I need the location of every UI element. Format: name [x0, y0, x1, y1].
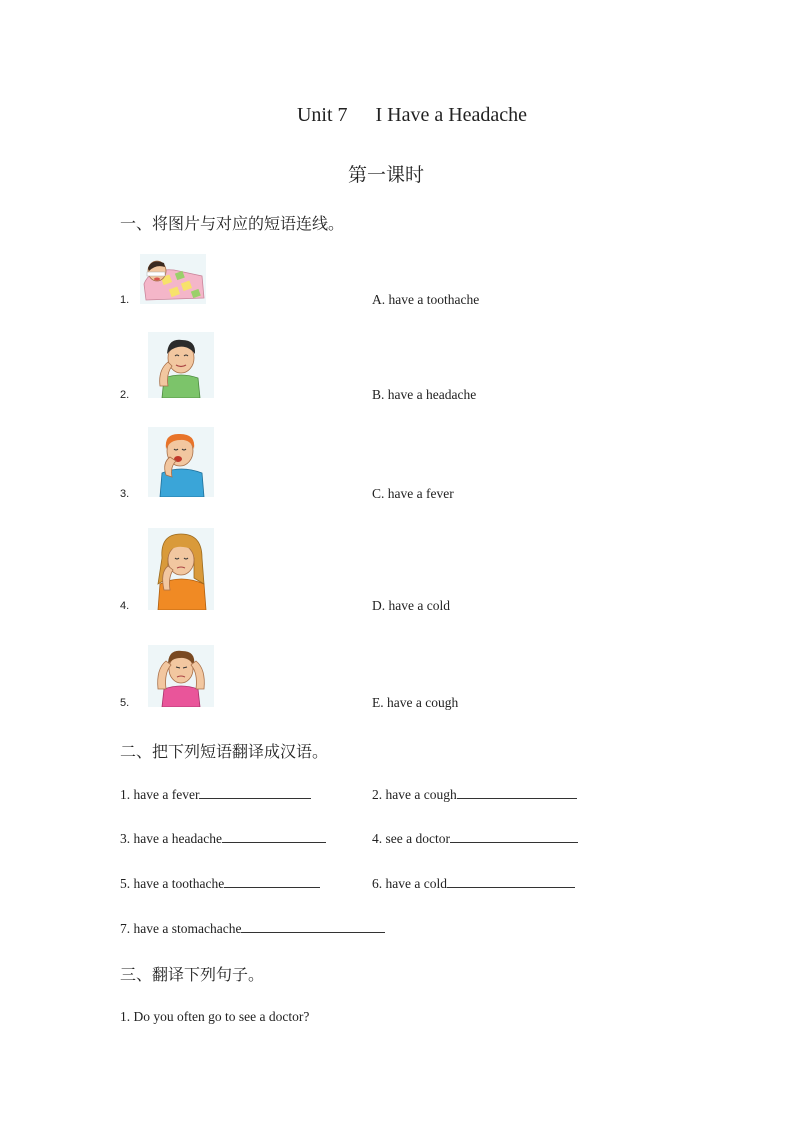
section2-heading: 二、把下列短语翻译成汉语。	[120, 742, 329, 761]
unit-label: Unit 7	[296, 104, 348, 126]
translate-item-5: 5. have a toothache	[120, 875, 320, 892]
translate-item-1: 1. have a fever	[120, 786, 311, 803]
picture-number-2: 2.	[120, 389, 130, 401]
answer-blank-6[interactable]	[447, 875, 575, 888]
picture-number-5: 5.	[120, 697, 130, 709]
option-c: C. have a fever	[372, 486, 454, 501]
unit-title: I Have a Headache	[375, 104, 528, 126]
translate-item-2: 2. have a cough	[372, 786, 577, 803]
option-e: E. have a cough	[372, 695, 459, 710]
section3-heading: 三、翻译下列句子。	[120, 965, 265, 984]
lesson-label: 第一课时	[347, 164, 424, 186]
girl-with-cold-icon	[148, 528, 214, 610]
sick-in-bed-icon	[140, 254, 206, 304]
option-d: D. have a cold	[372, 598, 450, 613]
answer-blank-7[interactable]	[241, 920, 385, 933]
answer-blank-4[interactable]	[450, 830, 578, 843]
answer-blank-1[interactable]	[199, 786, 311, 799]
headache-boy-icon	[148, 645, 214, 707]
option-a: A. have a toothache	[372, 292, 480, 307]
picture-number-3: 3.	[120, 488, 130, 500]
answer-blank-3[interactable]	[222, 830, 326, 843]
answer-blank-5[interactable]	[224, 875, 320, 888]
option-b: B. have a headache	[372, 387, 477, 402]
coughing-boy-icon	[148, 427, 214, 497]
page-title	[0, 104, 794, 127]
answer-blank-2[interactable]	[457, 786, 577, 799]
picture-number-1: 1.	[120, 294, 130, 306]
translate-item-7: 7. have a stomachache	[120, 920, 385, 937]
section1-heading: 一、将图片与对应的短语连线。	[120, 214, 345, 233]
picture-number-4: 4.	[120, 600, 130, 612]
toothache-boy-icon	[148, 332, 214, 398]
translate-item-4: 4. see a doctor	[372, 830, 578, 847]
translate-item-6: 6. have a cold	[372, 875, 575, 892]
sentence-item-1: 1. Do you often go to see a doctor?	[120, 1009, 310, 1024]
translate-item-3: 3. have a headache	[120, 830, 326, 847]
